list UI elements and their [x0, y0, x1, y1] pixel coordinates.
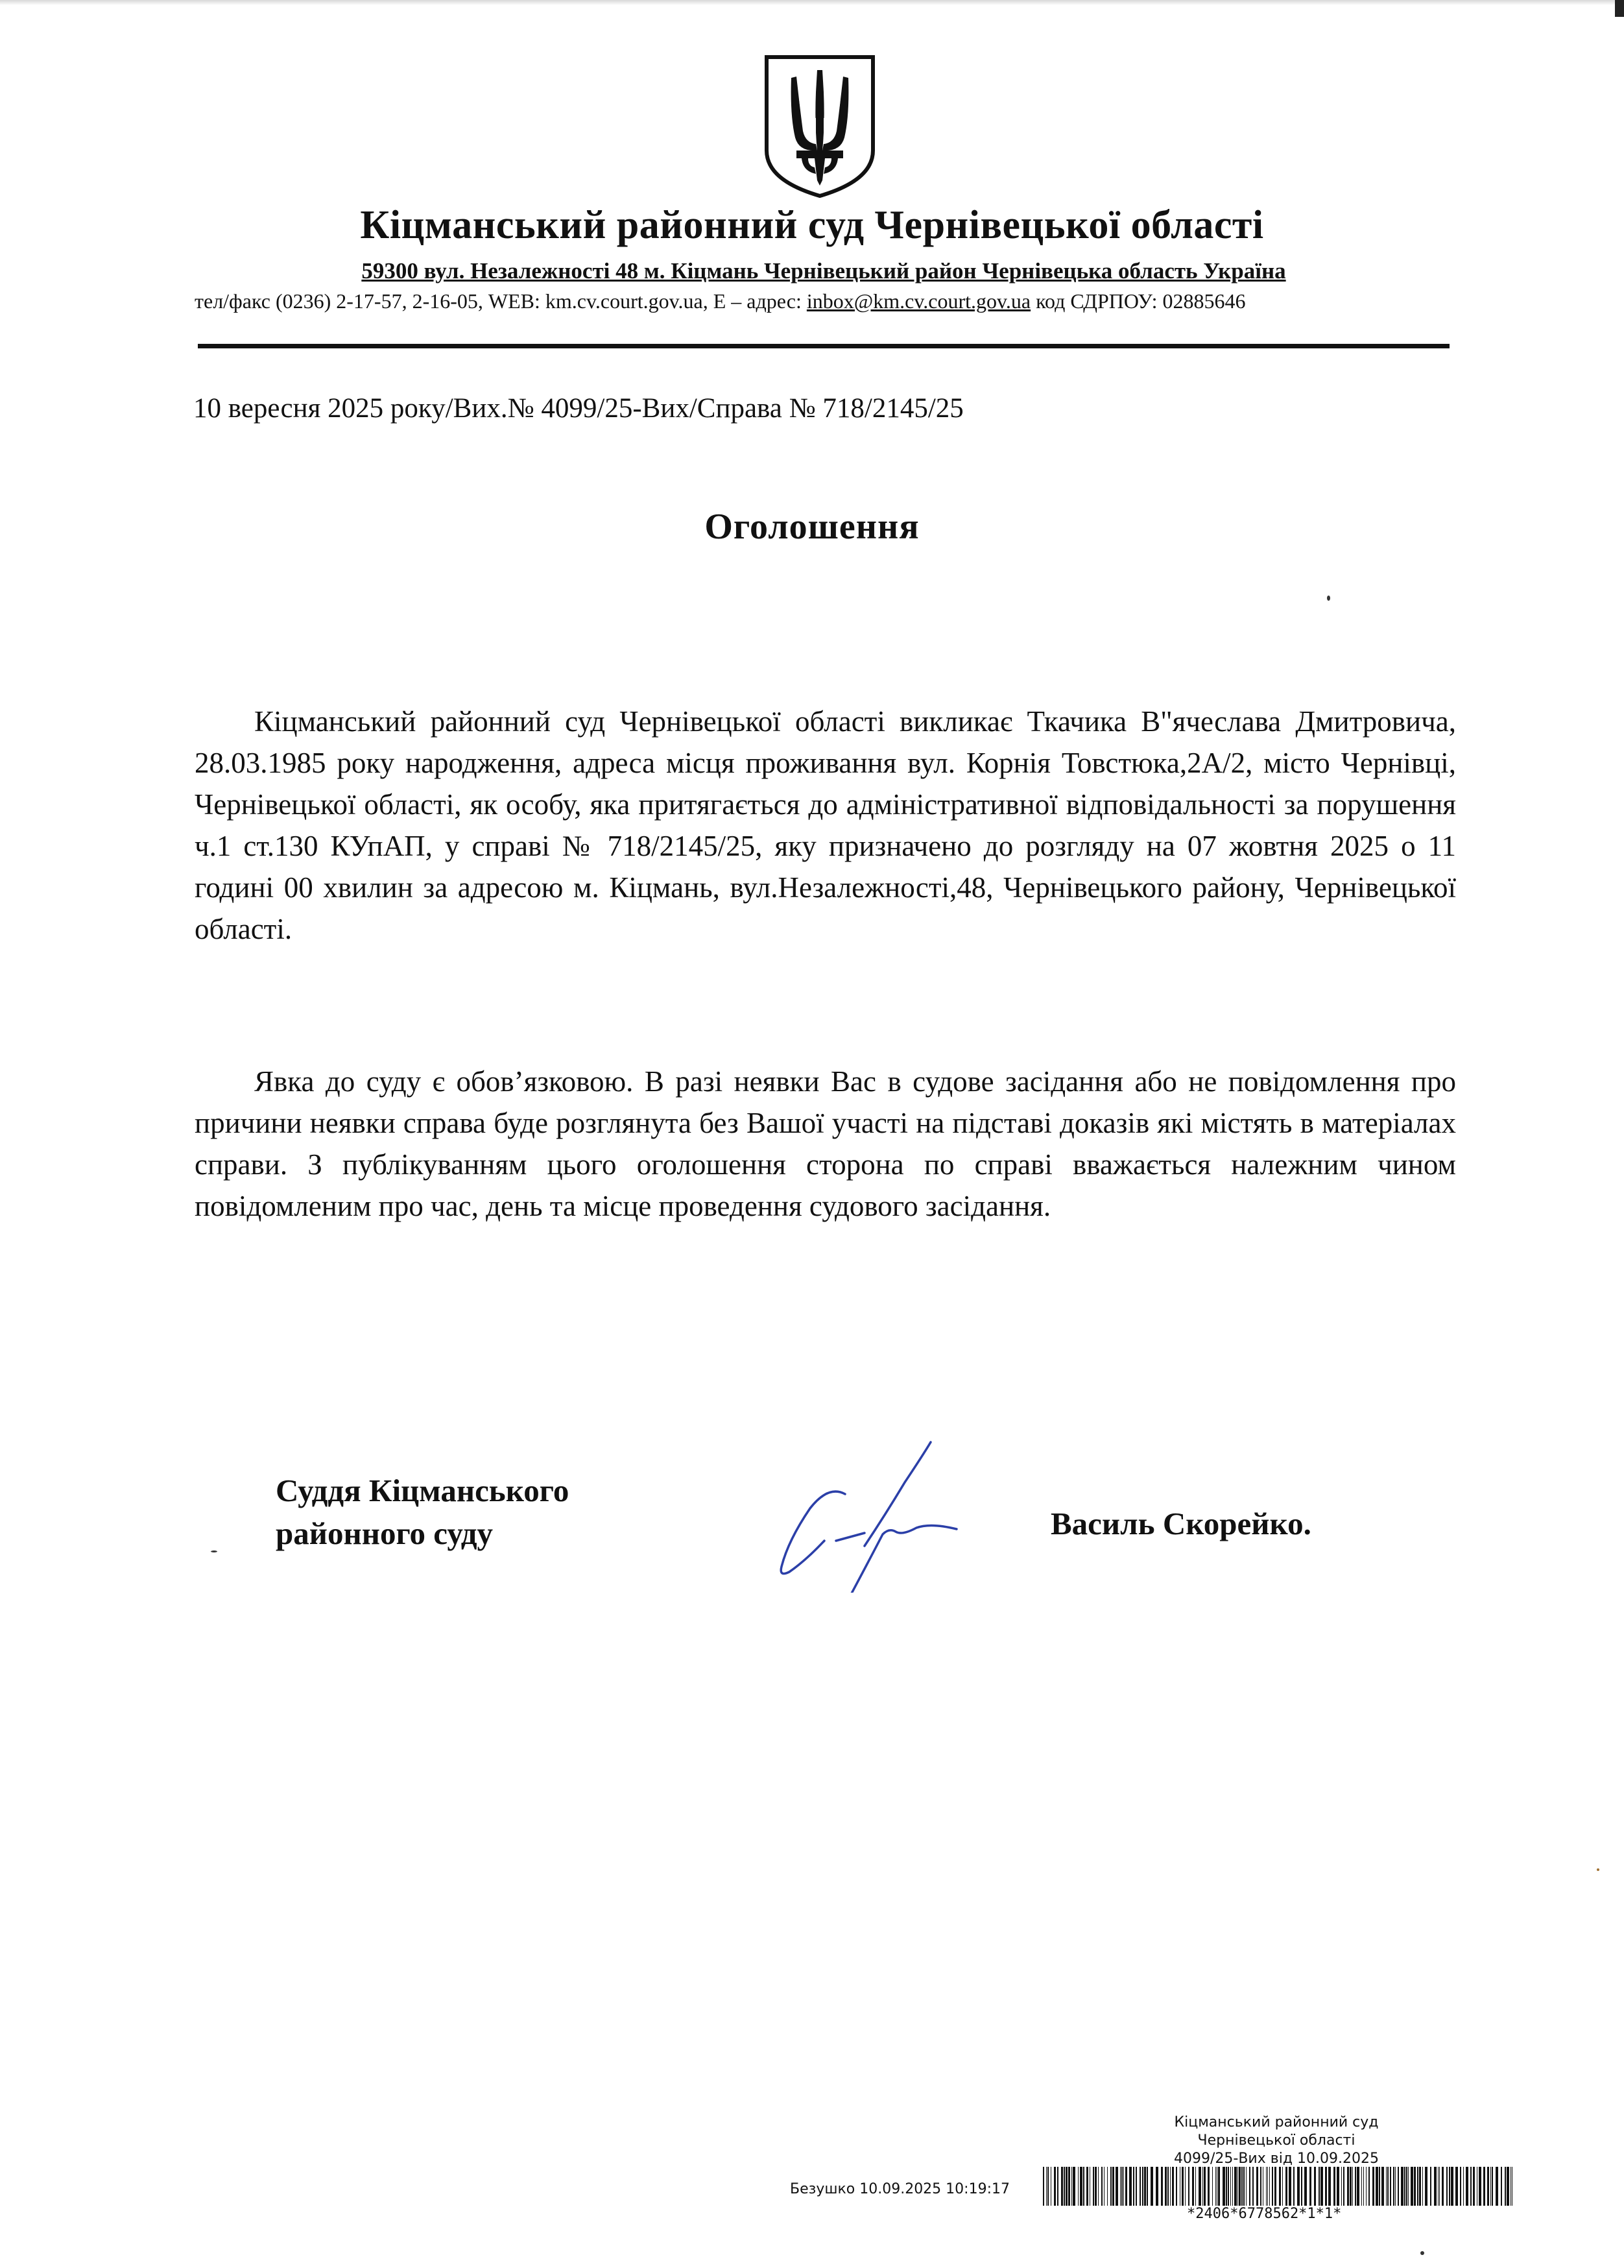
barcode-bar — [1228, 2167, 1229, 2206]
barcode-bar — [1451, 2167, 1453, 2206]
barcode-bar — [1414, 2167, 1416, 2206]
barcode-bar — [1151, 2167, 1153, 2206]
barcode-bar — [1066, 2167, 1068, 2206]
barcode-bar — [1170, 2167, 1171, 2206]
barcode-bar — [1496, 2167, 1498, 2206]
barcode-bar — [1368, 2167, 1370, 2206]
barcode-bar — [1269, 2167, 1270, 2206]
scan-mark — [1615, 0, 1624, 17]
barcode-bar — [1507, 2167, 1509, 2206]
barcode-bar — [1120, 2167, 1121, 2206]
handwritten-signature — [769, 1437, 989, 1593]
barcode-bar — [1054, 2167, 1056, 2206]
barcode-bar — [1390, 2167, 1391, 2206]
barcode-bar — [1249, 2167, 1250, 2206]
barcode-bar — [1167, 2167, 1169, 2206]
barcode-bar — [1234, 2167, 1237, 2206]
barcode-bar — [1204, 2167, 1206, 2206]
barcode-bar — [1140, 2167, 1141, 2206]
barcode-bar — [1057, 2167, 1058, 2206]
barcode-bar — [1381, 2167, 1384, 2206]
barcode-bar — [1232, 2167, 1233, 2206]
barcode-bar — [1422, 2167, 1423, 2206]
barcode-bar — [1325, 2167, 1327, 2206]
barcode-bar — [1266, 2167, 1267, 2206]
barcode-bar — [1116, 2167, 1118, 2206]
barcode-bar — [1361, 2167, 1362, 2206]
barcode-bar — [1110, 2167, 1112, 2206]
barcode-bar — [1430, 2167, 1431, 2206]
barcode-bar — [1483, 2167, 1485, 2206]
barcode-bar — [1401, 2167, 1403, 2206]
barcode-bar — [1279, 2167, 1281, 2206]
barcode-bar — [1406, 2167, 1407, 2206]
barcode-bar — [1202, 2167, 1203, 2206]
barcode-bar — [1129, 2167, 1132, 2206]
barcode-bar — [1071, 2167, 1072, 2206]
barcode-number: *2406*6778562*1*1* — [1187, 2206, 1342, 2222]
scan-speck — [1420, 2251, 1424, 2255]
barcode-bar — [1379, 2167, 1380, 2206]
barcode-bar — [1328, 2167, 1331, 2206]
document-title: Оголошення — [704, 507, 920, 547]
barcode-bar — [1199, 2167, 1201, 2206]
barcode-bar — [1439, 2167, 1440, 2206]
barcode-bar — [1297, 2167, 1300, 2206]
barcode-bar — [1125, 2167, 1127, 2206]
stamp-operator: Безушко 10.09.2025 10:19:17 — [790, 2181, 1010, 2197]
barcode-bar — [1260, 2167, 1261, 2206]
barcode-bar — [1425, 2167, 1427, 2206]
barcode-bar — [1274, 2167, 1276, 2206]
barcode-bar — [1104, 2167, 1105, 2206]
contacts-suffix: код СДРПОУ: 02885646 — [1031, 289, 1246, 313]
barcode-bar — [1355, 2167, 1356, 2206]
barcode-bar — [1095, 2167, 1097, 2206]
barcode-bar — [1226, 2167, 1227, 2206]
barcode-bar — [1343, 2167, 1344, 2206]
barcode-bar — [1357, 2167, 1359, 2206]
barcode-bar — [1136, 2167, 1137, 2206]
barcode-bar — [1195, 2167, 1196, 2206]
barcode-bar — [1376, 2167, 1378, 2206]
barcode-bar — [1438, 2167, 1439, 2206]
barcode-bar — [1352, 2167, 1353, 2206]
barcode-bar — [1366, 2167, 1367, 2206]
barcode-bar — [1107, 2167, 1108, 2206]
barcode-bar — [1320, 2167, 1323, 2206]
barcode-bar — [1289, 2167, 1291, 2206]
barcode-bar — [1501, 2167, 1502, 2206]
barcode-bar — [1182, 2167, 1184, 2206]
barcode-bar — [1347, 2167, 1349, 2206]
barcode-bar — [1073, 2167, 1075, 2206]
barcode-bar — [1463, 2167, 1464, 2206]
barcode-bar — [1215, 2167, 1216, 2206]
court-email-link[interactable]: inbox@km.cv.court.gov.ua — [806, 289, 1031, 313]
announcement-paragraph: Кіцманський районний суд Чернівецької області викликає Ткачика В"ячеслава Дмитровича, 28.03.1985 року народження, адреса місця проживання вул. Корнія Товстюка,2А/2, місто Чернівці, Чернівецької області, як особу, яка притягається до адміністративної відповідальності за порушення ч.1 ст.130 КУпАП, у справі № 718/2145/25, яку призначено до розгляду на 07 жовтня 2025 о 11 годині 00 хвилин за адресою м. Кіцмань, вул.Незалежності,48, Чернівецького району, Чернівецької області. — [195, 705, 1456, 945]
barcode-bar — [1080, 2167, 1082, 2206]
barcode-bar — [1285, 2167, 1287, 2206]
barcode-bar — [1121, 2167, 1123, 2206]
barcode-bar — [1061, 2167, 1063, 2206]
barcode-bar — [1386, 2167, 1387, 2206]
barcode-bar — [1398, 2167, 1399, 2206]
barcode-bar — [1449, 2167, 1450, 2206]
barcode-bar — [1185, 2167, 1186, 2206]
barcode-bar — [1314, 2167, 1316, 2206]
barcode-bar — [1490, 2167, 1491, 2206]
barcode-bar — [1434, 2167, 1437, 2206]
barcode-bar — [1256, 2167, 1258, 2206]
barcode-bar — [1301, 2167, 1302, 2206]
barcode-bar — [1466, 2167, 1468, 2206]
court-contacts — [195, 289, 1453, 313]
barcode-bar — [1241, 2167, 1243, 2206]
barcode-bar — [1505, 2167, 1506, 2206]
barcode-bar — [1455, 2167, 1458, 2206]
barcode-bar — [1470, 2167, 1472, 2206]
barcode-bar — [1337, 2167, 1339, 2206]
barcode-bar — [1341, 2167, 1342, 2206]
barcode-bar — [1372, 2167, 1374, 2206]
barcode-bar — [1460, 2167, 1461, 2206]
barcode-bar — [1112, 2167, 1114, 2206]
barcode-bar — [1239, 2167, 1241, 2206]
barcode-bar — [1147, 2167, 1148, 2206]
barcode-bar — [1243, 2167, 1245, 2206]
barcode-bar — [1165, 2167, 1167, 2206]
barcode-bar — [1492, 2167, 1493, 2206]
barcode-bar — [1411, 2167, 1413, 2206]
barcode-bar — [1098, 2167, 1099, 2206]
barcode-bar — [1123, 2167, 1124, 2206]
barcode-bar — [1304, 2167, 1307, 2206]
court-name: Кіцманський районний суд Чернівецької області — [360, 203, 1264, 247]
barcode-bar — [1043, 2167, 1044, 2206]
barcode-bar — [1212, 2167, 1213, 2206]
barcode-bar — [1230, 2167, 1231, 2206]
barcode-bar — [1172, 2167, 1174, 2206]
contacts-prefix: тел/факс (0236) 2-17-57, 2-16-05, WEB: km.cv.court.gov.ua, E – адрес: — [195, 289, 807, 313]
barcode-bar — [1252, 2167, 1254, 2206]
barcode-bar — [1393, 2167, 1394, 2206]
judge-name: Василь Скорейко. — [1051, 1506, 1311, 1541]
barcode-bar — [1487, 2167, 1489, 2206]
barcode-bar — [1387, 2167, 1389, 2206]
barcode-bar — [1142, 2167, 1143, 2206]
barcode-bar — [1473, 2167, 1475, 2206]
barcode-bar — [1218, 2167, 1220, 2206]
stamp-registration-number: 4099/25-Вих від 10.09.2025 — [1174, 2151, 1379, 2167]
barcode-bar — [1350, 2167, 1352, 2206]
barcode-bar — [1192, 2167, 1194, 2206]
barcode-bar — [1068, 2167, 1070, 2206]
barcode-bar — [1156, 2167, 1158, 2206]
barcode-bar — [1319, 2167, 1320, 2206]
barcode-bar — [1408, 2167, 1409, 2206]
barcode-bar — [1237, 2167, 1238, 2206]
judge-title — [276, 1469, 569, 1555]
attendance-paragraph: Явка до суду є обов’язковою. В разі неявки Вас в судове засідання або не повідомлення про причини неявки справа буде розглянута без Вашої участі на підставі доказів які містять в матеріалах справи. З публікуванням цього оголошення сторона по справі вважається належним чином повідомленим про час, день та місце проведення судового засідання. — [195, 1065, 1456, 1222]
scan-speck — [1327, 596, 1330, 601]
barcode-bar — [1046, 2167, 1047, 2206]
barcode-bar — [1442, 2167, 1444, 2206]
barcode-bar — [1083, 2167, 1084, 2206]
barcode-bar — [1176, 2167, 1177, 2206]
reference-line: 10 вересня 2025 року/Вих.№ 4099/25-Вих/Справа № 718/2145/25 — [193, 393, 964, 424]
barcode-bar — [1223, 2167, 1225, 2206]
scan-speck — [211, 1550, 217, 1552]
barcode-bar — [1133, 2167, 1134, 2206]
scan-edge — [0, 0, 1624, 5]
barcode-bar — [1417, 2167, 1418, 2206]
stamp-region: Чернівецької області — [1197, 2132, 1355, 2149]
barcode-bar — [1419, 2167, 1421, 2206]
barcode-bar — [1161, 2167, 1163, 2206]
barcode-bar — [1272, 2167, 1273, 2206]
barcode-bar — [1395, 2167, 1396, 2206]
barcode-bar — [1144, 2167, 1146, 2206]
judge-title-line1: Суддя Кіцманського — [276, 1473, 569, 1508]
barcode-bar — [1093, 2167, 1094, 2206]
barcode-bar — [1246, 2167, 1247, 2206]
barcode-bar — [1363, 2167, 1364, 2206]
scan-speck — [1597, 1868, 1599, 1871]
barcode-bar — [1446, 2167, 1448, 2206]
barcode-bar — [1078, 2167, 1079, 2206]
barcode-bar — [1267, 2167, 1268, 2206]
barcode-bar — [1404, 2167, 1405, 2206]
barcode-bar — [1479, 2167, 1481, 2206]
court-address: 59300 вул. Незалежності 48 м. Кіцмань Чернівецький район Чернівецька область Україна — [361, 258, 1286, 284]
barcode-bar — [1309, 2167, 1311, 2206]
barcode-bar — [1047, 2167, 1049, 2206]
barcode-bar — [1188, 2167, 1189, 2206]
judge-title-line2: районного суду — [276, 1515, 494, 1551]
barcode-bar — [1086, 2167, 1088, 2206]
barcode-bar — [1282, 2167, 1283, 2206]
barcode-bar — [1101, 2167, 1103, 2206]
header-divider — [198, 344, 1450, 348]
stamp-court-name: Кіцманський районний суд — [1174, 2114, 1379, 2130]
coat-of-arms-icon — [763, 53, 877, 200]
barcode-bar — [1208, 2167, 1210, 2206]
barcode-bar — [1333, 2167, 1335, 2206]
barcode-bar — [1293, 2167, 1295, 2206]
barcode-bar — [1064, 2167, 1065, 2206]
